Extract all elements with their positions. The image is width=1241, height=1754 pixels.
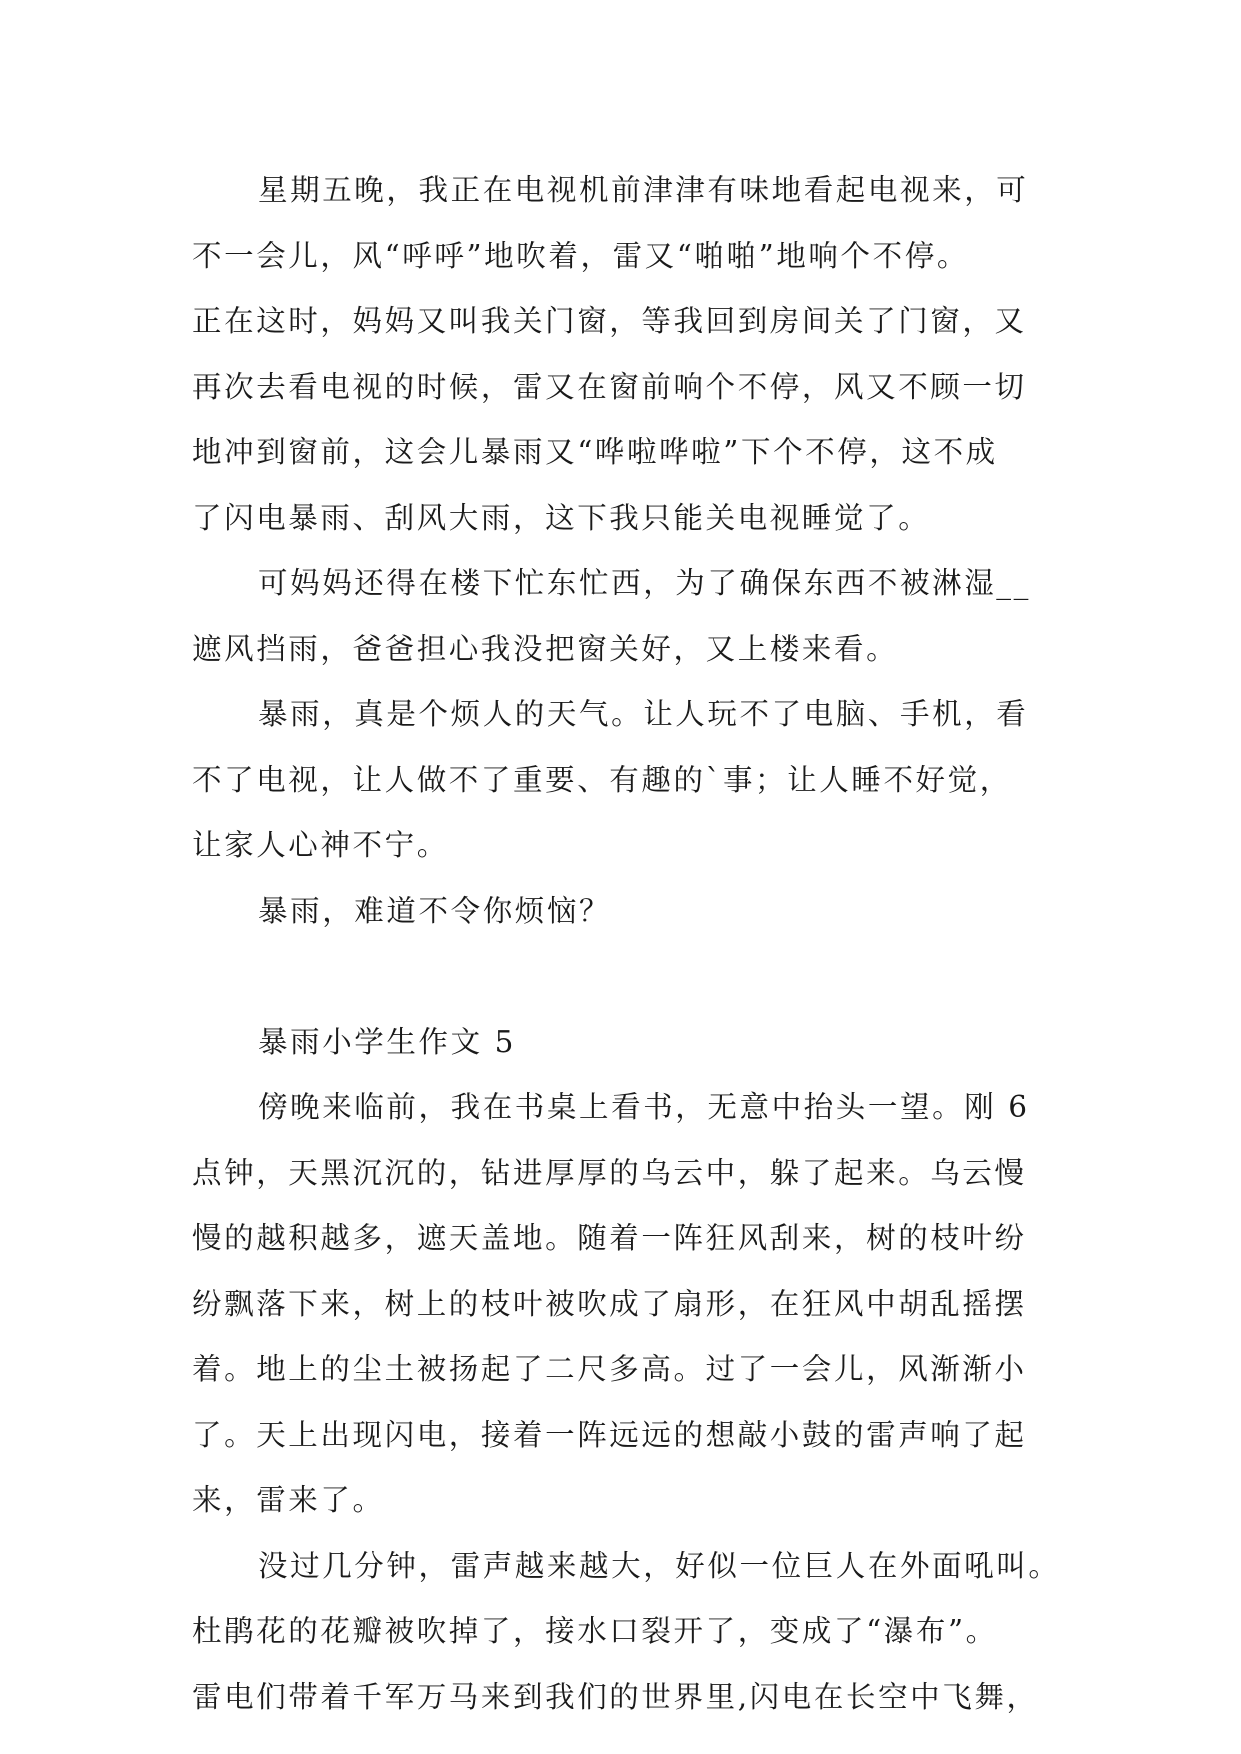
text-line: 遮风挡雨，爸爸担心我没把窗关好，又上楼来看。: [192, 631, 899, 666]
text-line: 不了电视，让人做不了重要、有趣的`事；让人睡不好觉，: [192, 762, 1012, 797]
text-line: 点钟，天黑沉沉的，钻进厚厚的乌云中，躲了起来。乌云慢: [192, 1155, 1027, 1190]
text-line: 星期五晚，我正在电视机前津津有味地看起电视来，可: [258, 173, 1029, 207]
text-line: 暴雨，难道不令你烦恼？: [258, 893, 612, 928]
text-line: 慢的越积越多，遮天盖地。随着一阵狂风刮来，树的枝叶纷: [192, 1221, 1027, 1255]
text-line: 纷飘落下来，树上的枝叶被吹成了扇形，在狂风中胡乱摇摆: [192, 1286, 1027, 1321]
text-line: 暴雨，真是个烦人的天气。让人玩不了电脑、手机，看: [258, 697, 1029, 731]
article-body: [192, 158, 1072, 1730]
text-line: 暴雨小学生作文 5: [258, 1024, 517, 1059]
text-line: 让家人心神不宁。: [192, 828, 449, 862]
text-line: 不一会儿，风“呼呼”地吹着，雷又“啪啪”地响个不停。: [192, 238, 969, 273]
text-line: 了闪电暴雨、刮风大雨，这下我只能关电视睡觉了。: [192, 500, 931, 535]
text-line: 着。地上的尘土被扬起了二尺多高。过了一会儿，风渐渐小: [192, 1352, 1027, 1386]
text-line: 雷电们带着千军万马来到我们的世界里,闪电在长空中飞舞，: [192, 1679, 1039, 1714]
blank-line: [192, 944, 1072, 1010]
text-line: 傍晚来临前，我在书桌上看书，无意中抬头一望。刚 6: [258, 1090, 1030, 1124]
text-line: 再次去看电视的时候，雷又在窗前响个不停，风又不顾一切: [192, 369, 1027, 404]
text-line: 没过几分钟，雷声越来越大，好似一位巨人在外面吼叫。: [258, 1548, 1061, 1583]
text-line: 了。天上出现闪电，接着一阵远远的想敲小鼓的雷声响了起: [192, 1417, 1027, 1452]
text-line: 来，雷来了。: [192, 1483, 385, 1517]
text-line: 杜鹃花的花瓣被吹掉了，接水口裂开了，变成了“瀑布”。: [192, 1614, 998, 1648]
text-line: 正在这时，妈妈又叫我关门窗，等我回到房间关了门窗，又: [192, 304, 1027, 338]
text-line: 可妈妈还得在楼下忙东忙西，为了确保东西不被淋湿__: [258, 566, 1032, 600]
text-line: 地冲到窗前，这会儿暴雨又“哗啦哗啦”下个不停，这不成: [192, 435, 998, 469]
